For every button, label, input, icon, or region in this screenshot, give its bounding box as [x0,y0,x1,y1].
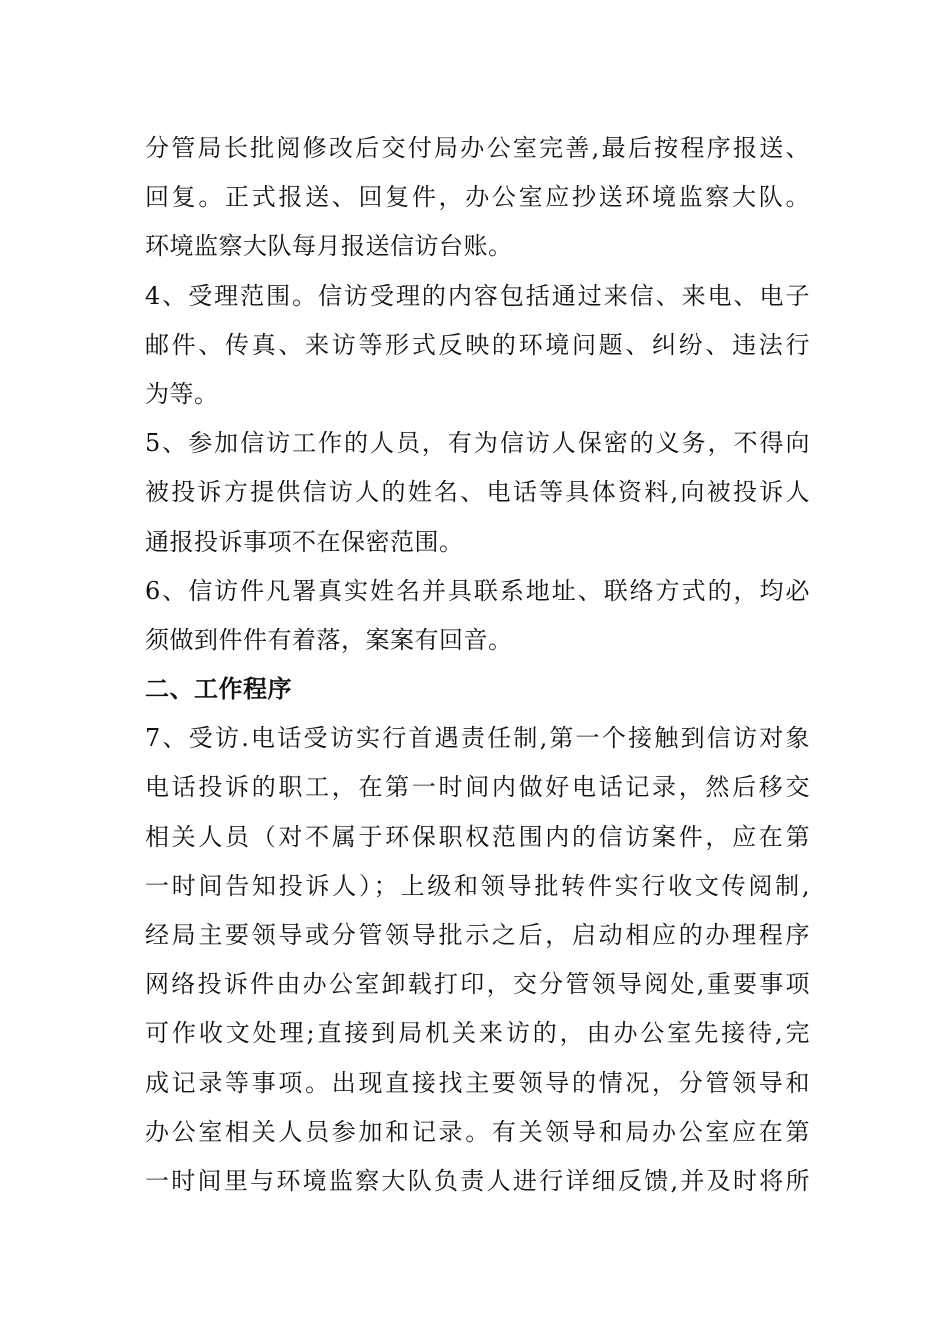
text-line: 为等。 [145,379,219,408]
text-line: 须做到件件有着落，案案有回音。 [145,625,513,654]
document-page [145,128,810,1210]
text-line: 办公室相关人员参加和记录。有关领导和局办公室应在第 [145,1117,810,1146]
text-line: 成记录等事项。出现直接找主要领导的情况，分管领导和 [145,1068,810,1097]
text-line: 环境监察大队每月报送信访台账。 [145,232,513,261]
text-line: 分管局长批阅修改后交付局办公室完善,最后按程序报送、 [145,134,810,162]
section-heading: 二、工作程序 [145,675,292,704]
text-line: 邮件、传真、来访等形式反映的环境问题、纠纷、违法行 [145,330,810,359]
text-line: 一时间里与环境监察大队负责人进行详细反馈,并及时将所 [145,1166,810,1195]
text-line: 被投诉方提供信访人的姓名、电话等具体资料,向被投诉人 [145,478,810,507]
text-line: 一时间告知投诉人）；上级和领导批转件实行收文传阅制, [145,871,810,900]
text-line: 7、受访.电话受访实行首遇责任制,第一个接触到信访对象 [145,724,810,753]
text-line: 5、参加信访工作的人员，有为信访人保密的义务，不得向 [145,429,810,458]
text-line: 相关人员（对不属于环保职权范围内的信访案件，应在第 [145,822,810,851]
text-line: 回复。正式报送、回复件，办公室应抄送环境监察大队。 [145,183,810,212]
text-line: 电话投诉的职工，在第一时间内做好电话记录，然后移交 [145,773,810,802]
text-line: 通报投诉事项不在保密范围。 [145,527,464,556]
text-line: 可作收文处理;直接到局机关来访的，由办公室先接待,完 [145,1019,810,1048]
text-line: 经局主要领导或分管领导批示之后，启动相应的办理程序 [145,921,810,949]
text-line: 网络投诉件由办公室卸载打印，交分管领导阅处,重要事项 [145,970,810,999]
text-line: 4、受理范围。信访受理的内容包括通过来信、来电、电子 [145,281,810,310]
text-line: 6、信访件凡署真实姓名并具联系地址、联络方式的，均必 [145,576,810,605]
